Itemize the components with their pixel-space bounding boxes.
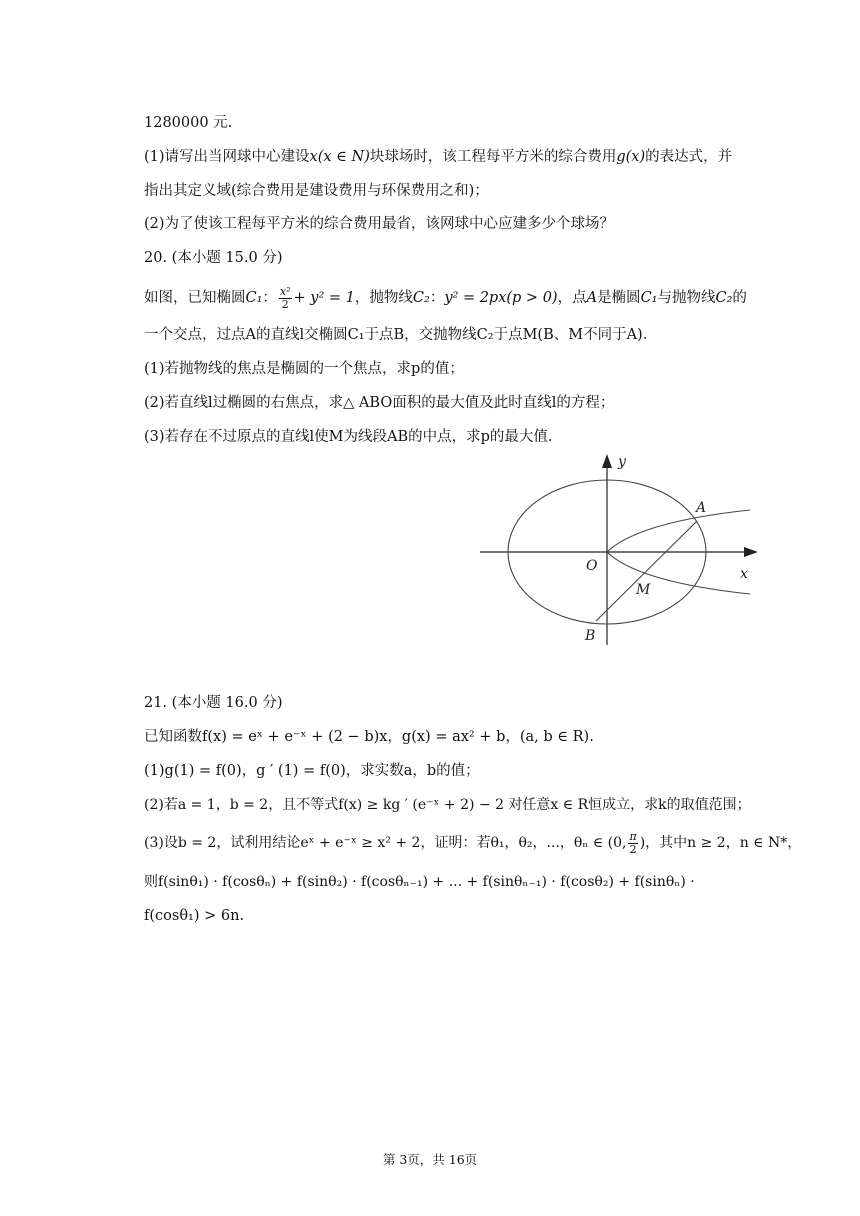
text-seg: ，点: [557, 290, 587, 306]
line-l: [596, 521, 697, 621]
question-20-intro-cont: 一个交点，过点A的直线l交椭圆C₁于点B，交抛物线C₂于点M(B、M不同于A).: [144, 327, 648, 343]
text-seg: ，抛物线: [354, 290, 413, 306]
label-x: x: [740, 566, 748, 582]
text-seg: 块球场时，该工程每平方米的综合费用: [369, 149, 617, 165]
math-c2: C₂: [715, 290, 733, 306]
question-20-part-2: (2)若直线l过椭圆的右焦点，求△ ABO面积的最大值及此时直线l的方程；: [144, 395, 615, 411]
frac-num: x²: [279, 284, 291, 298]
question-21-part-3: [144, 830, 801, 856]
math-c2: C₂: [412, 290, 430, 306]
text-seg: 如图，已知椭圆: [144, 290, 246, 306]
math-parabola: y² = 2px(p > 0): [444, 290, 558, 306]
math-ellipse-rest: + y² = 1: [293, 290, 355, 306]
question-20-intro: [144, 285, 747, 311]
page-footer: 第 3页，共 16页: [382, 1152, 478, 1167]
question-19-part-2: (2)为了使该工程每平方米的综合费用最省，该网球中心应建多少个球场？: [144, 216, 615, 232]
label-m: M: [636, 582, 651, 598]
question-21-part-3-cont: 则f(sinθ₁) · f(cosθₙ) + f(sinθ₂) · f(cosθₙ₋₁) + ... + f(sinθₙ₋₁) · f(cosθ₂) + f(sinθₙ) ·: [144, 874, 695, 890]
text-seg: 的: [732, 290, 747, 306]
math-x: x(x ∈ N): [309, 149, 370, 165]
fraction-x2-over-2: [279, 286, 292, 311]
text-seg: ：: [262, 290, 277, 306]
question-20-part-1: (1)若抛物线的焦点是椭圆的一个焦点，求p的值；: [144, 361, 464, 377]
question-19-part-1-cont: 指出其定义域(综合费用是建设费用与环保费用之和)；: [144, 183, 489, 199]
question-21-intro: 已知函数f(x) = eˣ + e⁻ˣ + (2 − b)x，g(x) = ax² + b，(a, b ∈ R).: [144, 729, 594, 745]
label-y: y: [618, 454, 626, 470]
question-19-part-1: [144, 147, 732, 167]
ellipse-parabola-figure: [478, 450, 768, 650]
math-c1: C₁: [245, 290, 263, 306]
y-axis-arrow: [602, 454, 612, 468]
text-line-1: 1280000 元.: [144, 115, 233, 131]
frac-den: 2: [629, 842, 637, 856]
label-b: B: [585, 628, 596, 644]
text-seg: )，其中n ≥ 2，n ∈ N*，: [639, 835, 802, 851]
text-seg: ：: [429, 290, 445, 306]
label-o: O: [586, 558, 598, 574]
text-seg: 与抛物线: [657, 290, 716, 306]
label-a: A: [696, 500, 707, 516]
question-21-part-2: (2)若a = 1，b = 2，且不等式f(x) ≥ kg ′ (e⁻ˣ + 2) − 2 对任意x ∈ R恒成立，求k的取值范围；: [144, 797, 751, 813]
math-a: A: [586, 290, 598, 306]
question-20-part-3: (3)若存在不过原点的直线l使M为线段AB的中点，求p的最大值.: [144, 429, 553, 445]
text-seg: 的表达式，并: [645, 149, 733, 165]
x-axis-arrow: [744, 547, 758, 557]
fraction-pi-over-2: [628, 831, 637, 856]
question-21-part-3-end: f(cosθ₁) > 6n.: [144, 908, 245, 924]
question-21-part-1: (1)g(1) = f(0)，g ′ (1) = f(0)，求实数a，b的值；: [144, 763, 480, 779]
math-gx: g(x): [616, 149, 646, 165]
frac-den: 2: [281, 297, 289, 311]
math-c1: C₁: [640, 290, 658, 306]
text-seg: 是椭圆: [597, 290, 641, 306]
text-seg: (3)设b = 2，试利用结论eˣ + e⁻ˣ ≥ x² + 2，证明：若θ₁，θ₂，...，θₙ ∈ (0,: [144, 835, 627, 851]
frac-num: π: [629, 829, 637, 843]
question-21-header: 21. (本小题 16.0 分): [144, 695, 283, 711]
question-20-header: 20. (本小题 15.0 分): [144, 250, 283, 266]
text-seg: (1)请写出当网球中心建设: [144, 149, 310, 165]
